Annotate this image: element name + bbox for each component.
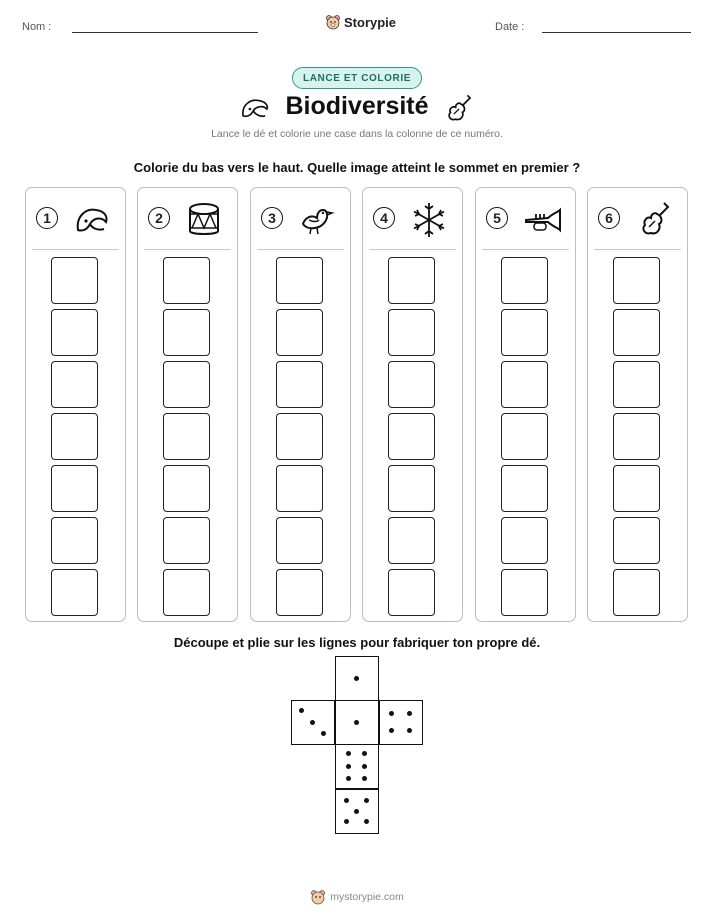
color-box[interactable] xyxy=(388,569,435,616)
color-box[interactable] xyxy=(276,569,323,616)
die-pip xyxy=(354,809,359,814)
color-box[interactable] xyxy=(163,517,210,564)
die-pip xyxy=(299,708,304,713)
date-label: Date : xyxy=(495,21,525,33)
color-box[interactable] xyxy=(613,361,660,408)
color-box[interactable] xyxy=(388,517,435,564)
color-box[interactable] xyxy=(51,361,98,408)
color-box[interactable] xyxy=(388,361,435,408)
color-box[interactable] xyxy=(501,257,548,304)
column-divider xyxy=(144,249,231,250)
toucan-icon xyxy=(72,200,112,238)
color-box[interactable] xyxy=(163,465,210,512)
column-number: 5 xyxy=(486,207,508,229)
color-box[interactable] xyxy=(163,309,210,356)
die-pip xyxy=(346,764,351,769)
column-divider xyxy=(32,249,119,250)
bear-icon xyxy=(325,14,341,30)
die-pip xyxy=(389,711,394,716)
color-box[interactable] xyxy=(613,309,660,356)
die-pip xyxy=(389,728,394,733)
color-box[interactable] xyxy=(276,257,323,304)
color-box[interactable] xyxy=(613,257,660,304)
activity-badge: LANCE ET COLORIE xyxy=(292,67,422,89)
date-line[interactable] xyxy=(542,32,691,33)
color-box[interactable] xyxy=(163,361,210,408)
color-box[interactable] xyxy=(501,413,548,460)
die-face-6 xyxy=(335,744,379,789)
color-box[interactable] xyxy=(388,465,435,512)
color-box[interactable] xyxy=(388,309,435,356)
instruction-bottom: Découpe et plie sur les lignes pour fabriquer ton propre dé. xyxy=(173,635,541,650)
color-box[interactable] xyxy=(51,309,98,356)
brand-logo xyxy=(325,14,396,30)
column-number: 6 xyxy=(598,207,620,229)
color-box[interactable] xyxy=(276,361,323,408)
die-pip xyxy=(407,711,412,716)
die-pip xyxy=(354,720,359,725)
bird-icon xyxy=(297,200,337,238)
die-pip xyxy=(362,751,367,756)
die-face-5 xyxy=(335,789,379,834)
brand-name: Storypie xyxy=(344,14,397,30)
column-divider xyxy=(482,249,569,250)
column-4 xyxy=(362,187,463,622)
die-face-1 xyxy=(335,656,379,701)
color-box[interactable] xyxy=(388,413,435,460)
column-number: 1 xyxy=(36,207,58,229)
violin-icon xyxy=(442,92,476,126)
color-box[interactable] xyxy=(276,309,323,356)
die-pip xyxy=(354,676,359,681)
snowflake-icon xyxy=(409,200,449,238)
die-pip xyxy=(310,720,315,725)
color-box[interactable] xyxy=(276,465,323,512)
instruction-top: Colorie du bas vers le haut. Quelle image atteint le sommet en premier ? xyxy=(133,160,581,175)
die-pip xyxy=(362,764,367,769)
color-box[interactable] xyxy=(51,465,98,512)
die-pip xyxy=(344,798,349,803)
column-number: 3 xyxy=(261,207,283,229)
color-box[interactable] xyxy=(613,465,660,512)
color-box[interactable] xyxy=(388,257,435,304)
color-box[interactable] xyxy=(501,569,548,616)
column-1 xyxy=(25,187,126,622)
color-box[interactable] xyxy=(163,257,210,304)
die-face-1 xyxy=(335,700,379,745)
violin-icon xyxy=(634,200,674,238)
page-title: Biodiversité xyxy=(285,92,429,120)
color-box[interactable] xyxy=(501,309,548,356)
die-face-4 xyxy=(379,700,423,745)
column-5 xyxy=(475,187,576,622)
footer xyxy=(0,889,714,905)
die-pip xyxy=(362,776,367,781)
die-pip xyxy=(321,731,326,736)
die-pip xyxy=(364,819,369,824)
color-box[interactable] xyxy=(163,569,210,616)
column-number: 2 xyxy=(148,207,170,229)
subtitle: Lance le dé et colorie une case dans la colonne de ce numéro. xyxy=(211,128,503,140)
die-face-3 xyxy=(291,700,335,745)
color-box[interactable] xyxy=(51,413,98,460)
color-box[interactable] xyxy=(501,465,548,512)
die-pip xyxy=(346,751,351,756)
color-box[interactable] xyxy=(51,517,98,564)
color-box[interactable] xyxy=(276,517,323,564)
color-box[interactable] xyxy=(501,361,548,408)
die-pip xyxy=(346,776,351,781)
column-6 xyxy=(587,187,688,622)
column-2 xyxy=(137,187,238,622)
bear-icon xyxy=(310,889,326,905)
footer-url: mystorypie.com xyxy=(330,891,404,903)
trumpet-icon xyxy=(522,200,562,238)
name-label: Nom : xyxy=(22,21,52,33)
color-box[interactable] xyxy=(613,413,660,460)
column-divider xyxy=(257,249,344,250)
color-box[interactable] xyxy=(613,517,660,564)
column-divider xyxy=(369,249,456,250)
color-box[interactable] xyxy=(51,257,98,304)
color-box[interactable] xyxy=(276,413,323,460)
column-divider xyxy=(594,249,681,250)
color-box[interactable] xyxy=(501,517,548,564)
color-box[interactable] xyxy=(163,413,210,460)
color-box[interactable] xyxy=(51,569,98,616)
column-3 xyxy=(250,187,351,622)
color-box[interactable] xyxy=(613,569,660,616)
die-pip xyxy=(364,798,369,803)
drum-icon xyxy=(184,200,224,238)
name-line[interactable] xyxy=(72,32,258,33)
die-pip xyxy=(344,819,349,824)
die-pip xyxy=(407,728,412,733)
column-number: 4 xyxy=(373,207,395,229)
